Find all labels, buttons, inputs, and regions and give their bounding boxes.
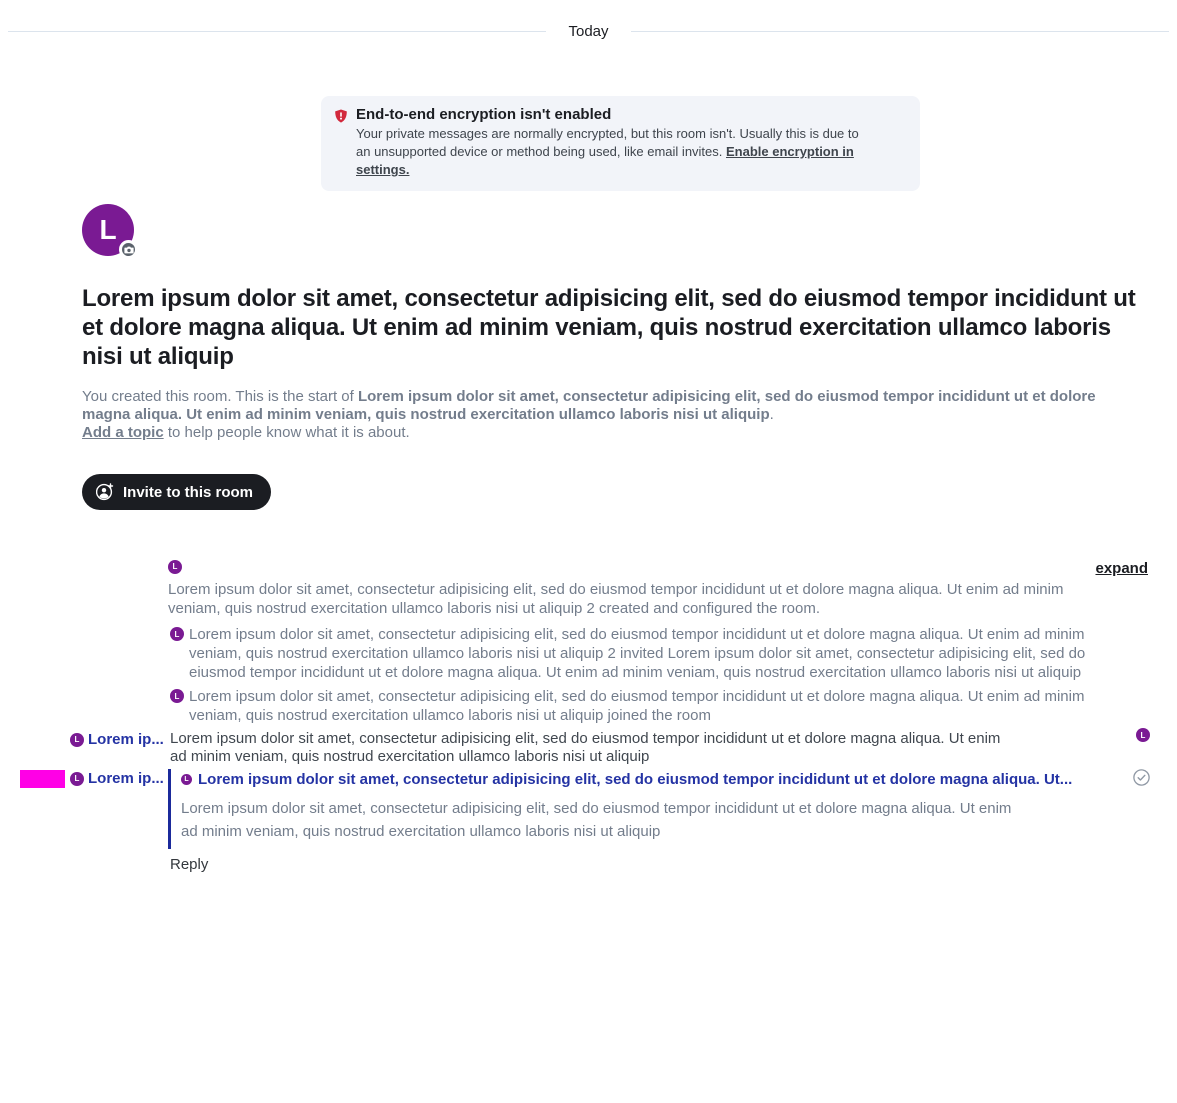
camera-icon[interactable] bbox=[119, 240, 138, 259]
reply-quote[interactable] bbox=[168, 769, 1177, 849]
sender-name[interactable]: Lorem ip... bbox=[88, 770, 164, 787]
event-summary-text: Lorem ipsum dolor sit amet, consectetur adipisicing elit, sed do eiusmod tempor incididunt ut et dolore magna aliqua. Ut enim ad minim veniam, quis nostrud exercitation ullamco laboris nisi ut aliquip 2 created and configured the room. bbox=[168, 581, 1064, 617]
avatar[interactable] bbox=[70, 733, 84, 747]
avatar[interactable] bbox=[170, 689, 184, 703]
sent-check-icon bbox=[1133, 769, 1150, 791]
banner-title: End-to-end encryption isn't enabled bbox=[356, 106, 612, 123]
state-event-text: Lorem ipsum dolor sit amet, consectetur adipisicing elit, sed do eiusmod tempor incididunt ut et dolore magna aliqua. Ut enim ad minim veniam, quis nostrud exercitation ullamco laboris nisi ut aliquip 2 invited Lorem ipsum dolor sit amet, consectetur adipisicing elit, sed do eiusmod tempor incididunt ut et dolore magna aliqua. Ut enim ad minim veniam, quis nostrud exercitation ullamco laboris nisi ut aliquip bbox=[189, 626, 1086, 681]
intro-prefix: You created this room. This is the start of bbox=[82, 388, 358, 405]
separator-line bbox=[631, 31, 1169, 32]
banner-body-text: Your private messages are normally encrypted, but this room isn't. Usually this is due to an unsupported device or method being used, like email invites. bbox=[356, 126, 859, 159]
room-intro-description bbox=[82, 388, 1114, 442]
avatar[interactable] bbox=[70, 772, 84, 786]
invite-button-label: Invite to this room bbox=[123, 483, 254, 501]
room-avatar[interactable] bbox=[82, 204, 134, 256]
read-receipt-avatar[interactable] bbox=[1136, 728, 1150, 742]
avatar-letter: L bbox=[74, 774, 80, 783]
state-event-joined bbox=[170, 687, 1177, 725]
quoted-message-body: Lorem ipsum dolor sit amet, consectetur adipisicing elit, sed do eiusmod tempor incididunt ut et dolore magna aliqua. Ut enim ad minim veniam, quis nostrud exercitation ullamco laboris nisi ut aliquip bbox=[181, 800, 1012, 840]
avatar-letter: L bbox=[174, 691, 180, 701]
avatar[interactable] bbox=[170, 627, 184, 641]
avatar bbox=[181, 774, 192, 785]
avatar-letter: L bbox=[74, 735, 80, 744]
avatar-letter: L bbox=[184, 776, 189, 783]
add-topic-link[interactable]: Add a topic bbox=[82, 424, 164, 441]
enable-encryption-link[interactable]: Enable encryption in settings. bbox=[356, 144, 854, 177]
intro-period: . bbox=[769, 406, 774, 423]
topic-suffix: to help people know what it is about. bbox=[163, 424, 410, 441]
quote-header bbox=[181, 771, 1177, 788]
date-separator bbox=[0, 23, 1177, 40]
avatar-letter: L bbox=[172, 562, 178, 571]
date-separator-label: Today bbox=[568, 23, 609, 40]
avatar-letter: L bbox=[174, 629, 180, 639]
room-title: Lorem ipsum dolor sit amet, consectetur adipisicing elit, sed do eiusmod tempor incididunt ut et dolore magna aliqua. Ut enim ad minim veniam, quis nostrud exercitation ullamco laboris nisi ut aliquip bbox=[82, 285, 1136, 370]
message-row bbox=[0, 769, 1177, 874]
expand-link[interactable]: expand bbox=[1095, 560, 1148, 577]
intro-room-name: Lorem ipsum dolor sit amet, consectetur adipisicing elit, sed do eiusmod tempor incididunt ut et dolore magna aliqua. Ut enim ad minim veniam, quis nostrud exercitation ullamco laboris nisi ut aliquip bbox=[82, 388, 1096, 423]
sender-block bbox=[70, 731, 166, 748]
avatar-letter: L bbox=[1140, 730, 1146, 740]
message-body: Lorem ipsum dolor sit amet, consectetur adipisicing elit, sed do eiusmod tempor incididunt ut et dolore magna aliqua. Ut enim ad minim veniam, quis nostrud exercitation ullamco laboris nisi ut aliquip bbox=[170, 730, 1001, 765]
encryption-warning-banner bbox=[321, 96, 920, 191]
sender-block bbox=[70, 770, 166, 787]
banner-body bbox=[356, 125, 876, 179]
shield-alert-icon bbox=[334, 109, 348, 123]
quoted-sender-name[interactable]: Lorem ipsum dolor sit amet, consectetur adipisicing elit, sed do eiusmod tempor incididunt ut et dolore magna aliqua. Ut... bbox=[198, 771, 1073, 788]
state-event-text: Lorem ipsum dolor sit amet, consectetur adipisicing elit, sed do eiusmod tempor incididunt ut et dolore magna aliqua. Ut enim ad minim veniam, quis nostrud exercitation ullamco laboris nisi ut aliquip joined the room bbox=[189, 688, 1085, 724]
state-event-invited bbox=[170, 625, 1177, 682]
sender-name[interactable]: Lorem ip... bbox=[88, 731, 164, 748]
message-body: Reply bbox=[170, 856, 209, 873]
separator-line bbox=[8, 31, 546, 32]
unread-marker bbox=[20, 770, 65, 788]
state-event-list bbox=[0, 625, 1177, 725]
timeline bbox=[0, 556, 1177, 874]
message-row bbox=[0, 730, 1177, 766]
room-intro bbox=[82, 204, 1177, 510]
avatar[interactable] bbox=[168, 560, 182, 574]
room-avatar-letter: L bbox=[99, 214, 117, 245]
user-add-icon bbox=[96, 483, 114, 501]
invite-to-room-button[interactable] bbox=[82, 474, 271, 510]
